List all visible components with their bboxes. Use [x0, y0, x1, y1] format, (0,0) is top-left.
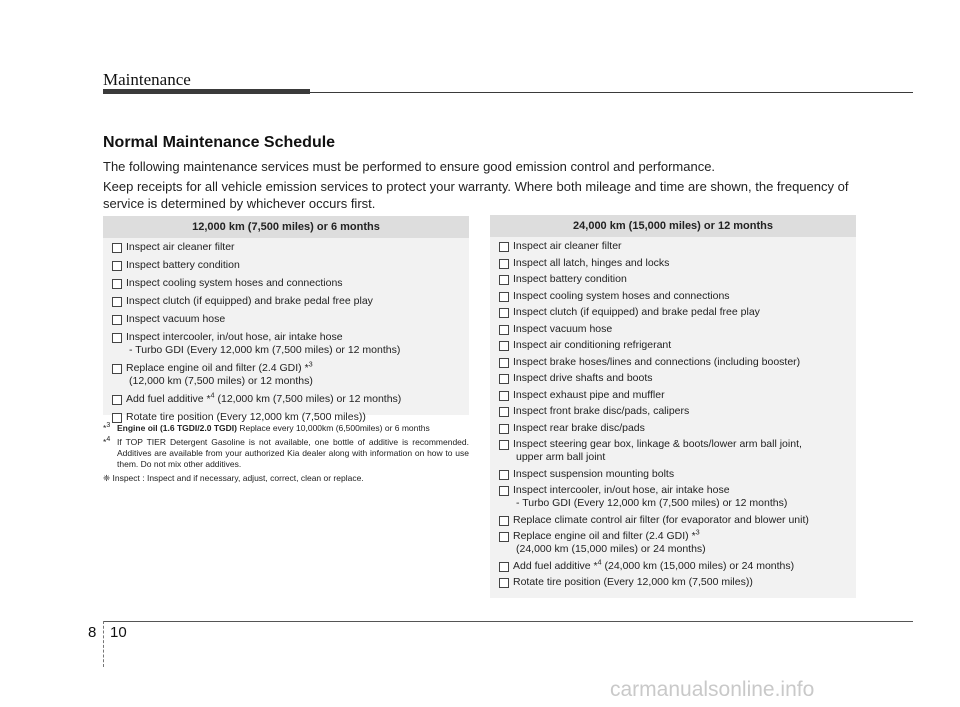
footnote-3: *$^3$ Engine oil (1.6 TGDI/2.0 TGDI) Replace every 10,000km (6,500miles) or 6 months	[103, 422, 430, 433]
schedule-box-heading: 12,000 km (7,500 miles) or 6 months	[103, 216, 469, 238]
checklist-item	[499, 323, 856, 336]
header-rule-thick	[103, 89, 310, 94]
checkbox-icon	[499, 578, 509, 588]
checkbox-icon	[499, 275, 509, 285]
checklist-item	[112, 277, 469, 290]
checklist-item	[112, 313, 469, 326]
checklist-item-detail: (12,000 km (7,500 miles) or 12 months)	[129, 375, 313, 387]
checklist-item	[499, 240, 856, 253]
checkbox-icon	[499, 259, 509, 269]
checkbox-icon	[112, 315, 122, 325]
checklist-item-detail: (24,000 km (15,000 miles) or 24 months)	[516, 543, 706, 555]
checklist-item	[112, 393, 469, 406]
checklist-item-text: Inspect steering gear box, linkage & boots/lower arm ball joint,	[513, 438, 802, 450]
checklist-item-interval: (24,000 km (15,000 miles) or 24 months)	[601, 559, 795, 572]
checklist-item-text: Inspect battery condition	[513, 273, 627, 285]
checklist-item-text: Inspect air cleaner filter	[513, 240, 622, 252]
checklist-item	[499, 576, 856, 589]
checklist-item	[499, 405, 856, 418]
checklist-item	[499, 438, 856, 464]
checklist-item-text: Inspect clutch (if equipped) and brake pedal free play	[126, 295, 373, 307]
checklist-item-text: Replace climate control air filter (for evaporator and blower unit)	[513, 513, 809, 526]
checklist-item	[499, 290, 856, 303]
checklist-item-text: Inspect air conditioning refrigerant	[513, 339, 672, 351]
checklist-item-text: Inspect intercooler, in/out hose, air intake hose	[126, 331, 343, 343]
checklist-item-text: Rotate tire position (Every 12,000 km (7,500 miles))	[126, 411, 366, 423]
checklist-item-text: Rotate tire position (Every 12,000 km (7,500 miles))	[513, 576, 753, 588]
checklist-item	[112, 331, 469, 357]
checklist-item	[499, 514, 856, 527]
checkbox-icon	[499, 308, 509, 318]
checkbox-icon	[499, 516, 509, 526]
checklist-item	[112, 295, 469, 308]
checklist-item-detail: upper arm ball joint	[516, 451, 606, 463]
checkbox-icon	[499, 242, 509, 252]
checklist-item	[499, 257, 856, 270]
footnotes	[103, 423, 469, 487]
section-title: Normal Maintenance Schedule	[103, 134, 336, 151]
schedule-box-heading: 24,000 km (15,000 miles) or 12 months	[490, 215, 856, 237]
checklist-item	[112, 362, 469, 388]
schedule-box-12000km	[103, 216, 469, 423]
watermark: carmanualsonline.info	[610, 678, 815, 701]
checklist-item-text: Add fuel additive *	[126, 393, 211, 405]
inspect-note: ❈ Inspect : Inspect and if necessary, adjust, correct, clean or replace.	[103, 473, 364, 483]
footnote-reference: 3	[308, 361, 313, 369]
header-rule-thin	[310, 92, 913, 93]
checkbox-icon	[112, 243, 122, 253]
checklist-item	[499, 339, 856, 352]
chapter-number: 8	[88, 624, 97, 641]
footer-divider	[103, 621, 104, 667]
schedule-item-list	[103, 238, 469, 424]
intro-paragraph-1: The following maintenance services must be performed to ensure good emission control and performance.	[103, 159, 716, 174]
checklist-item	[499, 306, 856, 319]
checkbox-icon	[112, 333, 122, 343]
checklist-item-text: Inspect vacuum hose	[513, 322, 613, 335]
checkbox-icon	[499, 440, 509, 450]
checkbox-icon	[499, 325, 509, 335]
checklist-item-text: Inspect cooling system hoses and connections	[126, 277, 343, 289]
checklist-item-interval: (12,000 km (7,500 miles) or 12 months)	[214, 393, 402, 405]
checklist-item	[112, 241, 469, 254]
checklist-item	[499, 468, 856, 481]
checklist-item-detail: - Turbo GDI (Every 12,000 km (7,500 miles) or 12 months)	[129, 344, 401, 356]
checklist-item-text: Inspect intercooler, in/out hose, air intake hose	[513, 484, 730, 496]
checklist-item	[499, 273, 856, 286]
checkbox-icon	[499, 407, 509, 417]
checklist-item	[112, 259, 469, 272]
checklist-item	[499, 356, 856, 369]
checklist-item-text: Inspect brake hoses/lines and connections (including booster)	[513, 355, 801, 368]
page-header-title: Maintenance	[103, 70, 191, 89]
intro-paragraph-2: Keep receipts for all vehicle emission services to protect your warranty. Where both mileage and time are shown, the frequency of service is determined by whichever occurs first.	[103, 179, 849, 211]
checklist-item-text: Inspect battery condition	[126, 259, 240, 271]
checklist-item-text: Inspect drive shafts and boots	[513, 372, 653, 384]
checklist-item-text: Inspect all latch, hinges and locks	[513, 256, 670, 269]
checklist-item	[499, 389, 856, 402]
checkbox-icon	[499, 532, 509, 542]
footnote-reference: 4	[597, 559, 602, 566]
footnote-4: *$^4$ If TOP TIER Detergent Gasoline is not available, one bottle of additive is recommended. Additives are available from your authorized Kia dealer along with information on how to use them. Do not mix other additives.	[103, 436, 469, 469]
checklist-item-text: Inspect clutch (if equipped) and brake pedal free play	[513, 306, 760, 318]
footnote-reference: 3	[695, 529, 700, 537]
checkbox-icon	[499, 424, 509, 434]
checkbox-icon	[499, 562, 509, 572]
checklist-item	[499, 560, 856, 573]
checklist-item-text: Inspect suspension mounting bolts	[513, 467, 675, 480]
checklist-item-detail: - Turbo GDI (Every 12,000 km (7,500 miles) or 12 months)	[516, 497, 788, 509]
footnote-reference: 4	[210, 392, 215, 400]
checkbox-icon	[112, 297, 122, 307]
schedule-item-list	[490, 237, 856, 589]
checkbox-icon	[499, 341, 509, 351]
checkbox-icon	[112, 413, 122, 423]
schedule-box-24000km	[490, 215, 856, 598]
checkbox-icon	[499, 374, 509, 384]
checklist-item-text: Inspect rear brake disc/pads	[513, 421, 645, 434]
checklist-item-text: Inspect cooling system hoses and connections	[513, 289, 730, 302]
checklist-item	[499, 530, 856, 556]
checklist-item	[499, 484, 856, 510]
checkbox-icon	[499, 486, 509, 496]
checkbox-icon	[499, 292, 509, 302]
checkbox-icon	[112, 364, 122, 374]
checklist-item	[499, 372, 856, 385]
checklist-item-text: Inspect air cleaner filter	[126, 241, 235, 253]
checklist-item-text: Add fuel additive *	[513, 559, 598, 572]
footer-rule	[103, 621, 913, 622]
checklist-item-text: Replace engine oil and filter (2.4 GDI) *	[126, 362, 309, 374]
checkbox-icon	[112, 279, 122, 289]
checklist-item-text: Replace engine oil and filter (2.4 GDI) *	[513, 530, 696, 542]
checklist-item-text: Inspect exhaust pipe and muffler	[513, 388, 665, 401]
checkbox-icon	[112, 395, 122, 405]
checkbox-icon	[499, 470, 509, 480]
page-number: 10	[110, 624, 127, 641]
checkbox-icon	[112, 261, 122, 271]
checkbox-icon	[499, 358, 509, 368]
checkbox-icon	[499, 391, 509, 401]
checklist-item-text: Inspect front brake disc/pads, calipers	[513, 405, 690, 417]
checklist-item-text: Inspect vacuum hose	[126, 313, 226, 325]
checklist-item	[499, 422, 856, 435]
